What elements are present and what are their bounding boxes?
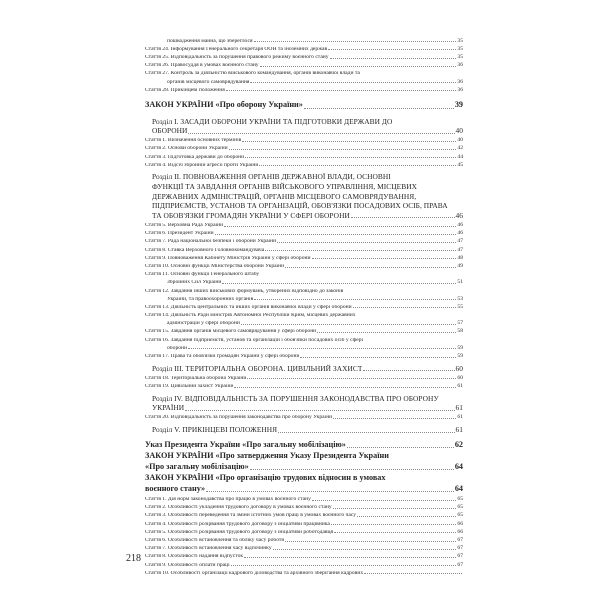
toc-entry-title: Стаття 3. Підготовка держави до оборони <box>145 154 245 160</box>
toc-entry-title: Стаття 5. Особливості розірвання трудового договору з ініціативи роботодавця <box>145 529 334 535</box>
toc-page-number: 35 <box>457 45 463 52</box>
dot-leader <box>222 283 456 284</box>
dot-leader <box>353 307 457 308</box>
toc-page-number: 59 <box>457 344 463 351</box>
toc-entry <box>145 245 463 253</box>
section-title: ДЕРЖАВНИХ АДМІНІСТРАЦІЙ, ОРГАНІВ МІСЦЕВОГО САМОВРЯДУВАННЯ, <box>152 191 417 201</box>
toc-page-number: 48 <box>457 254 463 261</box>
toc-page-number: 47 <box>457 246 463 253</box>
law-title: Указ Президента України «Про загальну мобілізацію» <box>145 439 346 449</box>
toc-entry <box>145 286 463 302</box>
toc-entry <box>145 381 463 389</box>
toc-page-number: 58 <box>457 328 463 335</box>
toc-page-number: 36 <box>457 78 463 85</box>
toc-page-number: 67 <box>457 553 463 560</box>
toc-entry-title: Стаття 18. Територіальна оборона України <box>145 375 247 381</box>
toc-entry-title: Стаття 27. Контроль за діяльністю військового командування, органів виконавчої влади та <box>145 71 360 77</box>
toc-entry <box>145 511 463 519</box>
toc-page-number: 61 <box>457 382 463 389</box>
section-title: ТА ОБОВ'ЯЗКИ ГРОМАДЯН УКРАЇНИ У СФЕРІ ОБОРОНИ <box>152 210 350 220</box>
toc-page-number: 65 <box>457 496 463 503</box>
toc-entry-title: Стаття 6. Президент України <box>145 231 214 237</box>
dot-leader <box>334 532 456 533</box>
toc-entry <box>145 152 463 160</box>
dot-leader <box>351 217 455 218</box>
dot-leader <box>273 549 457 550</box>
dot-leader <box>188 348 456 349</box>
dot-leader <box>242 141 456 142</box>
toc-entry-title: оборони <box>167 345 188 351</box>
dot-leader <box>241 324 457 325</box>
toc-entry <box>145 36 463 44</box>
dot-leader <box>224 226 456 227</box>
dot-leader <box>331 524 457 525</box>
toc-entry <box>145 413 463 421</box>
toc-page-number: 35 <box>457 53 463 60</box>
toc-entry <box>145 527 463 535</box>
dot-leader <box>188 133 454 134</box>
toc-entry-title: Стаття 9. Повноваження Кабінету Міністрів України у сфері оборони <box>145 255 311 261</box>
law-title: воєнного стану» <box>145 484 206 494</box>
law-heading <box>145 472 463 494</box>
toc-entry <box>145 503 463 511</box>
section-title: Розділ ІІІ. ТЕРИТОРІАЛЬНА ОБОРОНА. ЦИВІЛЬНИЙ ЗАХИСТ <box>152 363 363 373</box>
toc-page-number: 67 <box>457 545 463 552</box>
dot-leader <box>231 565 457 566</box>
toc-page-number: 35 <box>457 37 463 44</box>
toc-page-number: 42 <box>457 145 463 152</box>
toc-entry-title: України, та правоохоронних органів <box>167 296 254 302</box>
dot-leader <box>333 508 457 509</box>
toc-page-number: 65 <box>457 512 463 519</box>
toc-entry <box>145 302 463 310</box>
toc-entry <box>145 229 463 237</box>
toc-entry <box>145 136 463 144</box>
toc-entry-title: Стаття 10. Основні функції Міністерства оборони України <box>145 263 285 269</box>
toc-page-number: 40 <box>455 126 463 136</box>
toc-entry <box>145 52 463 60</box>
toc-entry-title: Стаття 1. Визначення основних термінів <box>145 138 242 144</box>
toc-page-number: 46 <box>457 230 463 237</box>
toc-page-number: 59 <box>457 353 463 359</box>
toc-entry-title: Стаття 26. Правосуддя в умовах воєнного стану <box>145 63 259 69</box>
toc-entry <box>145 552 463 560</box>
toc-entry-title: Стаття 16. Завдання підприємств, установ та організацій і обов'язки посадових осіб у сфері <box>145 337 364 343</box>
law-heading <box>145 439 463 450</box>
toc-page-number: 45 <box>457 161 463 168</box>
law-title: «Про загальну мобілізацію» <box>145 461 249 471</box>
toc-page-number: 46 <box>457 222 463 228</box>
dot-leader <box>206 491 454 492</box>
toc-page-number: 66 <box>457 520 463 527</box>
toc-entry-title: Стаття 14. Діяльність Ради міністрів Автономної Республіки Крим, місцевих державних <box>145 313 356 319</box>
toc-entry-title: Стаття 5. Верховна Рада України <box>145 223 224 228</box>
toc-page-number: 44 <box>457 153 463 160</box>
dot-leader <box>185 410 454 411</box>
law-heading <box>145 99 463 110</box>
section-title: ПІДПРИЄМСТВ, УСТАНОВ ТА ОРГАНІЗАЦІЙ, ОБОВ'ЯЗКИ ПОСАДОВИХ ОСІБ, ПРАВА <box>152 201 448 211</box>
section-title: Розділ IV. ВІДПОВІДАЛЬНІСТЬ ЗА ПОРУШЕННЯ ЗАКОНОДАВСТВА ПРО ОБОРОНУ <box>152 393 439 403</box>
toc-entry-title: Стаття 25. Відповідальність за порушення правового режиму воєнного стану <box>145 54 329 60</box>
toc-entry-title: Стаття 8. Ставка Верховного Головнокомандувача <box>145 247 265 253</box>
dot-leader <box>364 573 462 574</box>
toc-page-number: 55 <box>457 303 463 310</box>
toc-entry-title: Стаття 8. Особливості надання відпусток <box>145 554 244 560</box>
law-heading <box>145 450 463 472</box>
toc-entry-title: Стаття 3. Особливості переведення та зміни істотних умов праці в умовах воєнного часу <box>145 513 357 519</box>
toc-page-number: 61 <box>455 424 463 434</box>
toc-entry-title: Стаття 24. Інформування Генерального секретаря ООН та іноземних держав <box>145 46 328 52</box>
section-heading <box>145 172 463 220</box>
toc-entry-title: Стаття 17. Права та обов'язки громадян України у сфері оборони <box>145 354 300 359</box>
toc-entry-title: Стаття 1. Дія норм законодавства про працю в умовах воєнного стану <box>145 497 311 503</box>
dot-leader <box>244 557 456 558</box>
dot-leader <box>317 332 456 333</box>
dot-leader <box>330 58 457 59</box>
dot-leader <box>254 299 456 300</box>
toc-entry-title: Стаття 7. Особливості встановлення часу відпочинку <box>145 546 272 552</box>
table-of-contents <box>145 36 463 576</box>
toc-entry <box>145 69 463 85</box>
toc-entry <box>145 144 463 152</box>
toc-entry-title: адміністрацій у сфері оборони <box>167 321 240 327</box>
toc-entry <box>145 310 463 326</box>
section-title: ФУНКЦІЇ ТА ЗАВДАННЯ ОРГАНІВ ВІЙСЬКОВОГО УПРАВЛІННЯ, МІСЦЕВИХ <box>152 182 417 192</box>
section-title: Розділ V. ПРИКІНЦЕВІ ПОЛОЖЕННЯ <box>152 424 278 434</box>
toc-entry <box>145 535 463 543</box>
toc-entry <box>145 351 463 359</box>
toc-page-number: 49 <box>457 262 463 269</box>
toc-page-number: 36 <box>457 86 463 93</box>
dot-leader <box>277 242 456 243</box>
toc-page-number: 39 <box>454 100 463 110</box>
toc-entry <box>145 261 463 269</box>
toc-page-number: 66 <box>457 528 463 535</box>
toc-entry-title: Стаття 4. Особливості розірвання трудового договору з ініціативи працівника <box>145 521 330 527</box>
toc-entry <box>145 253 463 261</box>
toc-entry <box>145 544 463 552</box>
section-title: Розділ І. ЗАСАДИ ОБОРОНИ УКРАЇНИ ТА ПІДГОТОВКИ ДЕРЖАВИ ДО <box>152 116 393 126</box>
dot-leader <box>254 41 457 42</box>
dot-leader <box>357 516 456 517</box>
law-title: ЗАКОН УКРАЇНИ «Про затвердження Указу Президента України <box>145 450 389 460</box>
toc-page-number: 67 <box>457 537 463 543</box>
dot-leader <box>285 541 456 542</box>
section-heading <box>145 394 463 413</box>
toc-page-number: 64 <box>454 461 463 471</box>
dot-leader <box>312 500 456 501</box>
toc-page-number: 62 <box>454 439 463 449</box>
dot-leader <box>259 165 456 166</box>
dot-leader <box>363 370 454 371</box>
toc-page-number: 51 <box>457 279 463 286</box>
dot-leader <box>226 90 457 91</box>
toc-page-number: 60 <box>455 363 463 373</box>
section-heading <box>145 425 463 435</box>
dot-leader <box>234 387 456 388</box>
toc-entry-title: Стаття 15. Завдання органів місцевого самоврядування у сфері оборони <box>145 329 317 335</box>
toc-entry-title: Стаття 9. Особливості оплати праці <box>145 562 230 568</box>
toc-page-number: 61 <box>457 414 463 421</box>
toc-entry <box>145 568 463 576</box>
section-title: ОБОРОНИ <box>152 126 188 136</box>
toc-page-number: 46 <box>455 210 463 220</box>
toc-page-number: 47 <box>457 238 463 245</box>
dot-leader <box>260 66 457 67</box>
toc-page-number: 53 <box>457 295 463 302</box>
toc-page-number: 64 <box>454 484 463 494</box>
toc-page-number: 40 <box>457 137 463 144</box>
toc-entry-title: Стаття 10. Особливості організації кадрового діловодства та архівного зберігання кадрових <box>145 570 364 576</box>
toc-entry-title: Стаття 6. Особливості встановлення та обліку часу роботи <box>145 538 285 543</box>
dot-leader <box>304 108 454 109</box>
dot-leader <box>333 418 456 419</box>
toc-page-number: 67 <box>457 561 463 568</box>
toc-entry-title: Стаття 4. Відсіч збройній агресії проти України <box>145 162 259 168</box>
toc-page-number: 57 <box>457 320 463 327</box>
toc-entry-title: Стаття 19. Цивільний захист України <box>145 383 234 389</box>
toc-entry <box>145 560 463 568</box>
page-number: 218 <box>126 553 141 564</box>
dot-leader <box>250 469 454 470</box>
toc-entry <box>145 160 463 168</box>
toc-entry-title: Стаття 11. Основні функції Генерального штабу <box>145 272 260 278</box>
dot-leader <box>247 378 456 379</box>
toc-entry-title: Стаття 28. Прикінцеві положення <box>145 87 225 93</box>
toc-entry <box>145 44 463 52</box>
toc-entry <box>145 327 463 335</box>
dot-leader <box>328 49 456 50</box>
toc-entry <box>145 61 463 69</box>
toc-page-number: 65 <box>457 504 463 511</box>
section-title: Розділ ІІ. ПОВНОВАЖЕННЯ ОРГАНІВ ДЕРЖАВНОЇ ВЛАДИ, ОСНОВНІ <box>152 172 391 182</box>
dot-leader <box>265 250 456 251</box>
toc-entry <box>145 519 463 527</box>
toc-entry-title: органів місцевого самоврядування <box>167 79 250 85</box>
dot-leader <box>278 432 454 433</box>
toc-entry <box>145 373 463 381</box>
toc-entry-title: Стаття 13. Діяльність центральних та інших органів виконавчої влади у сфері оборони <box>145 304 352 310</box>
toc-page-number: 60 <box>457 374 463 381</box>
toc-entry-title: Стаття 7. Рада національної безпеки і оборони України <box>145 239 277 245</box>
dot-leader <box>347 447 454 448</box>
dot-leader <box>300 357 456 358</box>
section-heading <box>145 364 463 374</box>
toc-entry <box>145 220 463 228</box>
dot-leader <box>250 82 456 83</box>
toc-entry-title: Стаття 20. Відповідальність за порушення законодавства про оборону України <box>145 415 333 421</box>
law-title: ЗАКОН УКРАЇНИ «Про організацію трудових відносин в умовах <box>145 473 386 483</box>
dot-leader <box>285 267 456 268</box>
dot-leader <box>215 234 457 235</box>
toc-page-number: 36 <box>457 62 463 69</box>
toc-entry-title: Стаття 12. Завдання інших військових формувань, утворених відповідно до законів <box>145 288 344 294</box>
toc-entry-title: пошкодження майна, що збереглося <box>167 38 253 44</box>
dot-leader <box>229 149 457 150</box>
toc-entry <box>145 494 463 502</box>
dot-leader <box>245 157 456 158</box>
toc-entry-title: Стаття 2. Основи оборони України <box>145 146 228 152</box>
toc-entry <box>145 237 463 245</box>
toc-page-number: 61 <box>455 403 463 413</box>
section-title: УКРАЇНИ <box>152 403 185 413</box>
toc-entry <box>145 85 463 93</box>
section-heading <box>145 117 463 136</box>
dot-leader <box>312 258 457 259</box>
law-title: ЗАКОН УКРАЇНИ «Про оборону України» <box>145 100 303 110</box>
toc-entry <box>145 335 463 351</box>
toc-entry-title: Стаття 2. Особливості укладення трудового договору в умовах воєнного стану <box>145 505 332 511</box>
toc-entry-title: Збройних Сил України <box>167 280 222 286</box>
toc-entry <box>145 270 463 286</box>
